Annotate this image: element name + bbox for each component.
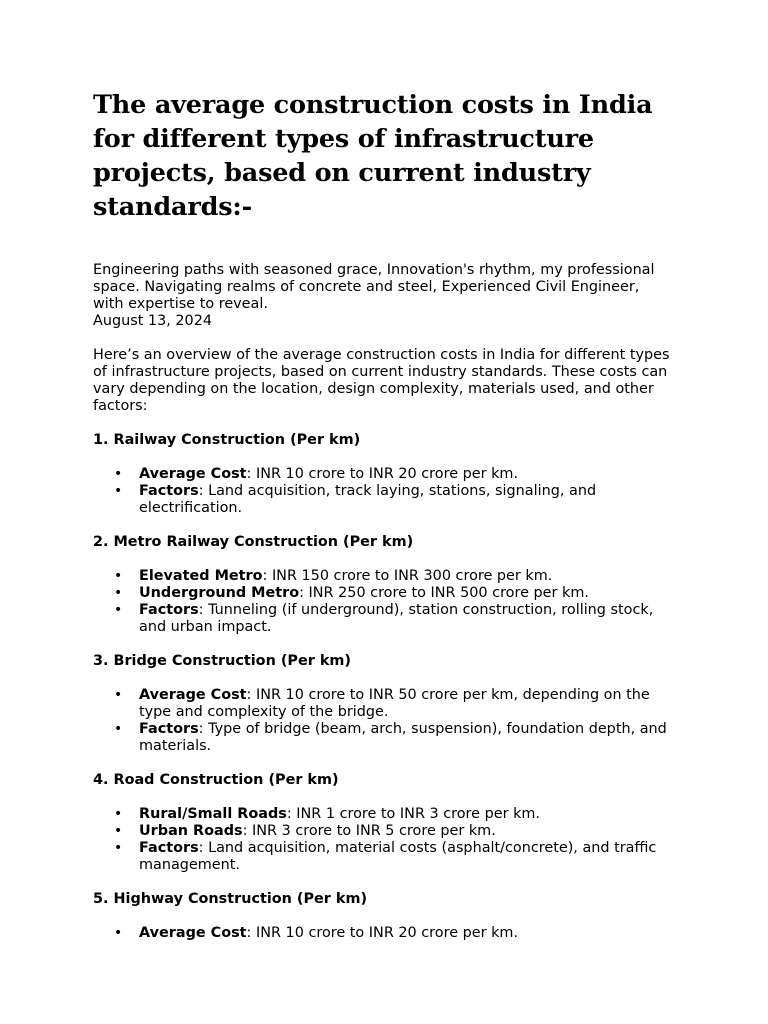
list-item <box>93 585 673 602</box>
list-item <box>93 840 673 874</box>
list-item <box>93 483 673 517</box>
list-item <box>93 687 673 721</box>
bullet-icon: • <box>114 823 123 839</box>
section <box>93 432 673 517</box>
bullet-list <box>93 925 673 942</box>
section-heading: 3. Bridge Construction (Per km) <box>93 653 351 669</box>
section <box>93 772 673 874</box>
bullet-list <box>93 687 673 755</box>
section-heading: 4. Road Construction (Per km) <box>93 772 339 788</box>
bullet-icon: • <box>114 466 123 482</box>
section <box>93 534 673 636</box>
list-item <box>93 925 673 942</box>
item-term: Urban Roads <box>139 823 243 839</box>
item-term: Average Cost <box>139 925 247 941</box>
section <box>93 891 673 942</box>
section <box>93 653 673 755</box>
bullet-list <box>93 466 673 517</box>
bullet-icon: • <box>114 687 123 703</box>
bullet-icon: • <box>114 602 123 618</box>
item-text: : INR 250 crore to INR 500 crore per km. <box>299 585 589 601</box>
item-term: Factors <box>139 840 199 856</box>
item-text: : INR 3 crore to INR 5 crore per km. <box>242 823 496 839</box>
item-text: : Type of bridge (beam, arch, suspension), foundation depth, and materials. <box>139 721 667 754</box>
overview-paragraph: Here’s an overview of the average construction costs in India for different types of infrastructure projects, based on current industry standards. These costs can vary depending on the location, design complexity, materials used, and other factors: <box>93 347 670 414</box>
author-bio-block <box>93 262 673 330</box>
sections-container <box>93 432 673 942</box>
list-item <box>93 806 673 823</box>
list-item <box>93 602 673 636</box>
item-text: : INR 1 crore to INR 3 crore per km. <box>286 806 540 822</box>
bullet-icon: • <box>114 568 123 584</box>
item-term: Rural/Small Roads <box>139 806 287 822</box>
document-page <box>93 88 673 942</box>
bullet-icon: • <box>114 806 123 822</box>
item-text: : Land acquisition, track laying, stations, signaling, and electrification. <box>139 483 597 516</box>
item-text: : INR 150 crore to INR 300 crore per km. <box>262 568 553 584</box>
item-text: : INR 10 crore to INR 20 crore per km. <box>246 925 519 941</box>
item-term: Average Cost <box>139 687 247 703</box>
list-item <box>93 466 673 483</box>
document-title: The average construction costs in India for different types of infrastructure projects, based on current industry standards:- <box>93 90 653 222</box>
bullet-icon: • <box>114 721 123 737</box>
item-text: : Land acquisition, material costs (asphalt/concrete), and traffic management. <box>139 840 657 873</box>
item-term: Factors <box>139 483 199 499</box>
item-term: Elevated Metro <box>139 568 263 584</box>
publish-date: August 13, 2024 <box>93 313 213 329</box>
author-bio: Engineering paths with seasoned grace, Innovation's rhythm, my professional space. Navigating realms of concrete and steel, Experienced Civil Engineer, with expertise to reveal. <box>93 262 655 312</box>
list-item <box>93 823 673 840</box>
list-item <box>93 721 673 755</box>
bullet-list <box>93 806 673 874</box>
item-term: Average Cost <box>139 466 247 482</box>
list-item <box>93 568 673 585</box>
item-text: : Tunneling (if underground), station construction, rolling stock, and urban impact. <box>139 602 654 635</box>
section-heading: 5. Highway Construction (Per km) <box>93 891 368 907</box>
bullet-icon: • <box>114 483 123 499</box>
bullet-list <box>93 568 673 636</box>
bullet-icon: • <box>114 925 123 941</box>
section-heading: 2. Metro Railway Construction (Per km) <box>93 534 414 550</box>
section-heading: 1. Railway Construction (Per km) <box>93 432 361 448</box>
bullet-icon: • <box>114 840 123 856</box>
bullet-icon: • <box>114 585 123 601</box>
item-term: Underground Metro <box>139 585 300 601</box>
item-text: : INR 10 crore to INR 20 crore per km. <box>246 466 519 482</box>
item-text: : INR 10 crore to INR 50 crore per km, depending on the type and complexity of the bridge. <box>139 687 650 720</box>
item-term: Factors <box>139 602 199 618</box>
item-term: Factors <box>139 721 199 737</box>
